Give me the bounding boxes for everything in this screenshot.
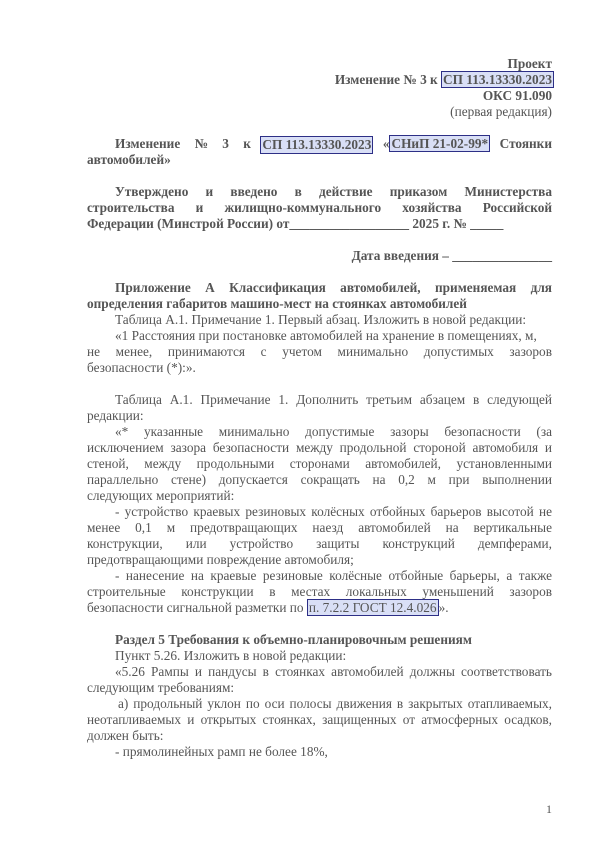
section5-p3-line1: а) продольный уклон по оси полосы движения в закрытых отапливаемых, [118,696,552,711]
appendix-p4-line2: исключением зазора безопасности между продольной стороной автомобиля и [87,440,552,455]
section5-p3-line3: должен быть: [87,728,164,743]
appendix-p3-line1: Таблица А.1. Примечание 1. Дополнить третьим абзацем в следующей [115,392,552,407]
document-title-line1 [115,136,552,154]
appendix-p6-prefix: безопасности сигнальной разметки по [87,600,304,615]
appendix-p6-line2: строительные конструкции в местах локальных уменьшений зазоров [87,584,552,599]
approval-line2: строительства и жилищно-коммунального хозяйства Российской [87,200,552,215]
sp-link-title[interactable]: СП 113.13330.2023 [262,137,372,152]
appendix-p2-line2: не менее, принимаются с учетом минимально допустимых зазоров [87,344,552,359]
document-title-line2: автомобилей» [87,152,171,167]
change-title-header [335,72,554,88]
appendix-p5-line4: предотвращающими повреждение автомобиля; [87,552,354,567]
section5-p4: - прямолинейных рамп не более 18%, [115,744,328,759]
sp-link-header[interactable]: СП 113.13330.2023 [443,72,552,87]
appendix-p5-line3: конструкции, или устройство защиты конструкций демпферами, [87,536,552,551]
oks-code: ОКС 91.090 [482,88,552,103]
appendix-p4-line3: стеной, между продольными сторонами автомобилей, установленными [87,456,552,471]
appendix-p4-line1: «* указанные минимально допустимые зазоры безопасности (за [115,424,552,439]
section5-p3-line2: неотапливаемых и открытых стоянках, защищенных от атмосферных осадков, [87,712,552,727]
appendix-p6-suffix: ». [438,600,449,615]
appendix-p4-line5: следующих мероприятий: [87,488,235,503]
page-number: 1 [546,802,552,816]
section5-p1: Пункт 5.26. Изложить в новой редакции: [115,648,347,663]
section5-heading: Раздел 5 Требования к объемно-планировочным решениям [115,632,472,647]
title-quote: « СНиП 21-02-99* [382,136,489,151]
appendix-p2-line3: безопасности (*):». [87,360,196,375]
title-prefix: Изменение № 3 к [115,136,251,151]
gost-link[interactable]: п. 7.2.2 ГОСТ 12.4.026 [308,600,437,615]
appendix-p4-line4: параллельно стене) допускается сокращать на 0,2 м при выполнении [87,472,552,487]
approval-line3: Федерации (Минстрой России) от__________________ 2025 г. № _____ [87,216,504,231]
project-label: Проект [507,56,552,71]
appendix-p6-line1: - нанесение на краевые резиновые колёсные отбойные барьеры, а также [115,568,552,583]
section5-p2-line1: «5.26 Рампы и пандусы в стоянках автомобилей должны соответствовать [115,664,552,679]
edition-label: (первая редакция) [450,104,552,119]
appendix-p5-line1: - устройство краевых резиновых колёсных отбойных барьеров высотой не [115,504,552,519]
section5-p2-line2: следующим требованиям: [87,680,235,695]
appendix-p6-line3 [87,600,449,616]
appendix-p5-line2: менее 0,1 м предотвращающих наезд автомобилей на вертикальные [87,520,552,535]
approval-line1: Утверждено и введено в действие приказом Министерства [115,184,552,199]
appendix-heading-line2: определения габаритов машино-мест на стоянках автомобилей [87,296,467,311]
appendix-heading-line1: Приложение А Классификация автомобилей, применяемая для [115,280,552,295]
appendix-p3-line2: редакции: [87,408,144,423]
appendix-p2-line1: «1 Расстояния при постановке автомобилей на хранение в помещениях, м, [115,328,537,343]
snip-link-title[interactable]: СНиП 21-02-99* [391,136,489,151]
appendix-p1: Таблица А.1. Примечание 1. Первый абзац. Изложить в новой редакции: [115,312,527,327]
introduction-date: Дата введения – _______________ [351,248,552,263]
change-prefix: Изменение № 3 к [334,72,438,87]
title-rest: Стоянки [499,136,552,151]
